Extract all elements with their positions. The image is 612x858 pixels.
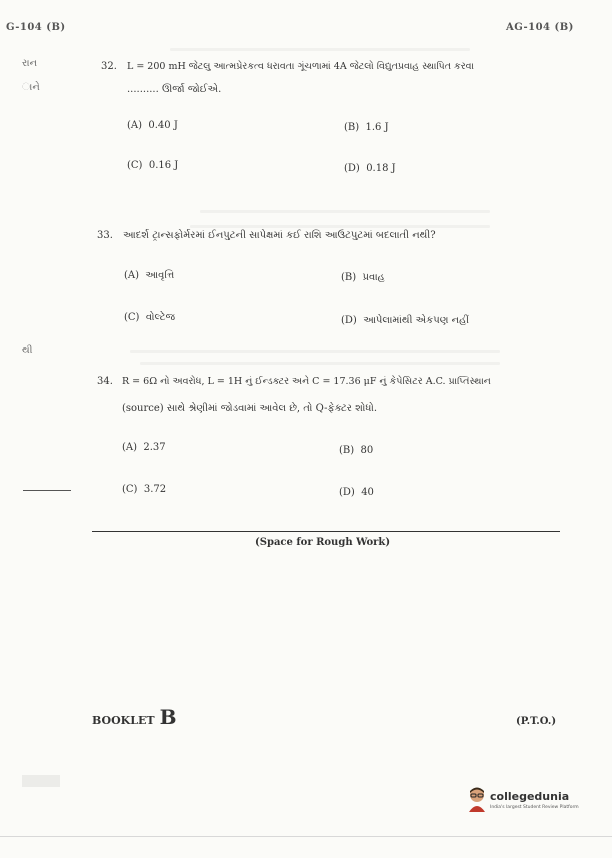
brand-name: collegedunia (490, 790, 570, 803)
question-33-number: 33. (97, 230, 113, 241)
mascot-icon (466, 786, 488, 812)
booklet-label: BOOKLET (92, 714, 155, 727)
question-32-text-line2: .......... ઊર્જા જોઈએ. (127, 84, 222, 95)
option-value: 0.18 J (366, 163, 396, 174)
q34-option-c[interactable] (122, 484, 166, 495)
margin-note-3: થી (22, 345, 33, 356)
booklet-mark (92, 705, 177, 729)
question-33-text: આદર્શ ટ્રાન્સફોર્મરમાં ઈનપુટની સાપેક્ષમાં કઈ રાશિ આઉટપુટમાં બદલાતી નથી? (123, 230, 436, 241)
option-value: 3.72 (143, 484, 167, 495)
q32-option-c[interactable] (127, 160, 178, 171)
option-label: (D) (339, 487, 355, 498)
option-label: (A) (124, 270, 140, 281)
question-32-text-line1: L = 200 mH જેટલુ આત્મપ્રેરકત્વ ધરાવતા ગૂંચળામાં 4A જેટલો વિદ્યુતપ્રવાહ સ્થાપિત કરવા (127, 61, 474, 72)
option-value: આવૃત્તિ (145, 270, 175, 281)
option-value: 1.6 J (365, 122, 389, 133)
option-value: પ્રવાહ (362, 272, 385, 283)
option-label: (D) (344, 163, 360, 174)
option-value: 0.16 J (148, 160, 179, 171)
header-right-code: AG-104 (B) (506, 22, 574, 33)
pto-label: (P.T.O.) (516, 716, 557, 727)
q33-option-a[interactable] (124, 270, 174, 281)
booklet-letter: B (159, 705, 177, 729)
option-value: 0.40 J (148, 120, 178, 131)
option-label: (C) (124, 312, 140, 323)
rough-work-label: (Space for Rough Work) (255, 537, 391, 548)
question-32-number: 32. (101, 61, 117, 72)
margin-note-1: રાન (22, 58, 38, 69)
q32-option-b[interactable] (344, 122, 389, 133)
question-34-number: 34. (97, 376, 113, 387)
option-value: 2.37 (143, 442, 166, 453)
collegedunia-watermark (466, 786, 586, 816)
option-value: 80 (360, 445, 374, 456)
option-label: (B) (344, 122, 360, 133)
option-label: (C) (127, 160, 143, 171)
option-value: 40 (361, 487, 374, 498)
q32-option-a[interactable] (127, 120, 178, 131)
q33-option-c[interactable] (124, 312, 175, 323)
question-34-text-line1: R = 6Ω નો અવરોધ, L = 1H નું ઈન્ડક્ટર અને C = 17.36 μF નું કેપેસિટર A.C. પ્રાપ્તિસ્થાન (122, 376, 491, 387)
option-label: (B) (339, 445, 355, 456)
option-label: (D) (341, 315, 357, 326)
margin-note-2: ાને (22, 82, 40, 93)
option-label: (B) (341, 272, 357, 283)
q34-option-a[interactable] (122, 442, 166, 453)
q33-option-d[interactable] (341, 315, 469, 326)
q34-option-b[interactable] (339, 445, 373, 456)
question-34-text-line2: (source) સાથે શ્રેણીમાં જોડવામાં આવેલ છે, તો Q-ફેક્ટર શોધો. (122, 403, 378, 414)
brand-tagline: India's largest Student Review Platform (490, 805, 579, 810)
margin-rule (23, 490, 71, 491)
margin-smudge (22, 775, 60, 787)
rough-work-divider (92, 531, 560, 532)
scan-edge (0, 836, 612, 837)
q32-option-d[interactable] (344, 163, 396, 174)
q33-option-b[interactable] (341, 272, 385, 283)
option-value: આપેલામાંથી એકપણ નહીં (363, 315, 470, 326)
q34-option-d[interactable] (339, 487, 374, 498)
header-left-code: G-104 (B) (6, 22, 66, 33)
option-label: (C) (122, 484, 138, 495)
option-label: (A) (127, 120, 143, 131)
option-label: (A) (122, 442, 138, 453)
option-value: વોલ્ટેજ (145, 312, 176, 323)
